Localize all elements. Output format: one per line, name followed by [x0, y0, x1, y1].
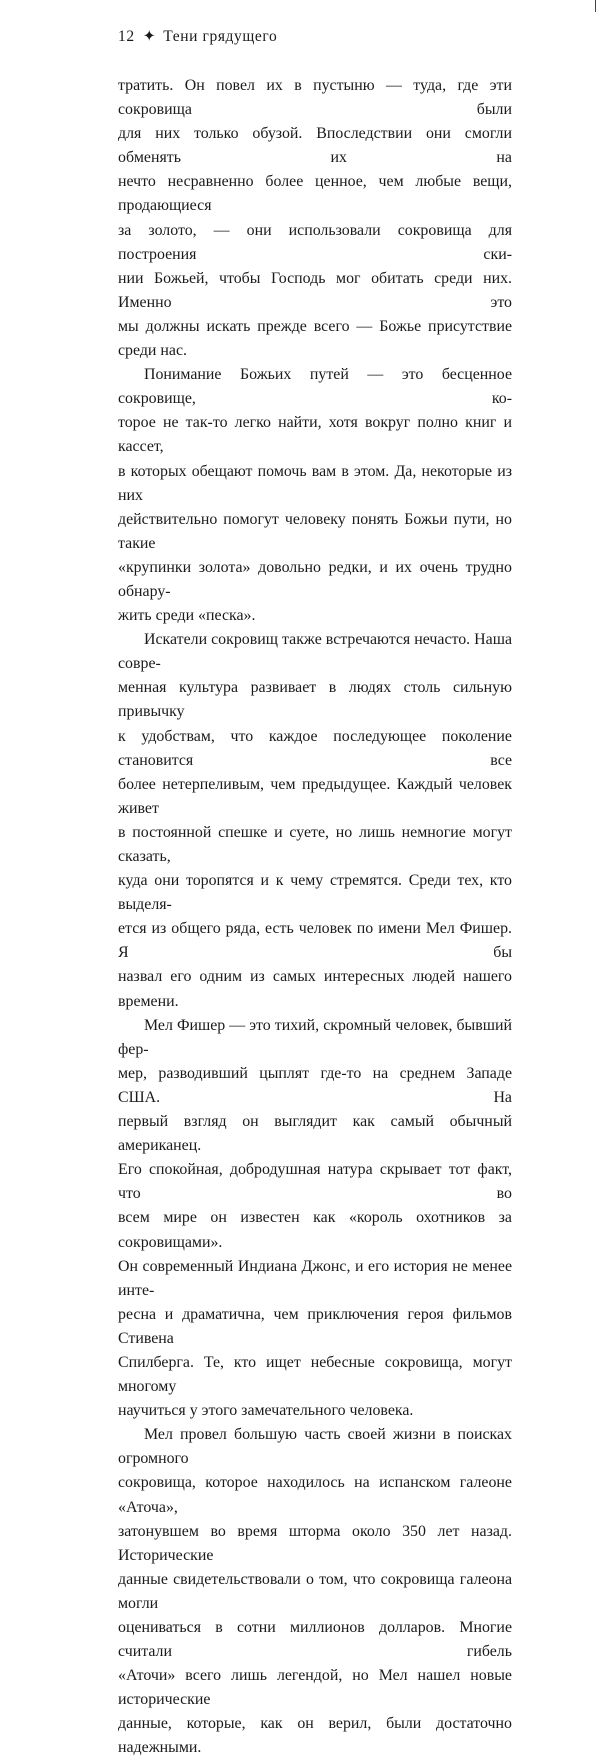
text-line: данные, которые, как он верил, были достаточно надежными.	[118, 1715, 512, 1757]
text-line: научиться у этого замечательного человека.	[118, 1402, 414, 1420]
text-line: назвал его одним из самых интересных людей нашего времени.	[118, 968, 512, 1010]
paragraph-4	[118, 1014, 512, 1424]
text-line: действительно помогут человеку понять Божьи пути, но такие	[118, 510, 512, 552]
separator-ornament-icon: ✦	[142, 28, 157, 45]
text-line: затонувшем во время шторма около 350 лет назад. Исторические	[118, 1522, 512, 1564]
paragraph-1	[118, 74, 512, 363]
text-line: Мел провел большую часть своей жизни в поисках огромного	[118, 1426, 512, 1468]
text-line: более нетерпеливым, чем предыдущее. Каждый человек живет	[118, 775, 512, 817]
page-edge-mark	[595, 0, 596, 12]
page-number: 12	[118, 28, 135, 45]
text-line: «крупинки золота» довольно редки, и их очень трудно обнару-	[118, 558, 512, 600]
text-line: в постоянной спешке и суете, но лишь немногие могут сказать,	[118, 823, 512, 865]
body-text	[118, 74, 512, 1761]
text-line: данные свидетельствовали о том, что сокровища галеона могли	[118, 1570, 512, 1612]
text-line: всем мире он известен как «король охотников за сокровищами».	[118, 1209, 512, 1251]
text-line: в которых обещают помочь вам в этом. Да, некоторые из них	[118, 462, 512, 504]
paragraph-2	[118, 363, 512, 628]
text-line: мы должны искать прежде всего — Божье присутствие среди нас.	[118, 317, 512, 360]
text-line: нечто несравненно более ценное, чем любые вещи, продающиеся	[118, 173, 512, 215]
text-line: Искатели сокровищ также встречаются нечасто. Наша совре-	[118, 631, 512, 673]
text-line: ресна и драматична, чем приключения героя фильмов Стивена	[118, 1305, 512, 1347]
text-line: Его спокойная, добродушная натура скрывает тот факт, что во	[118, 1161, 512, 1203]
text-line: нии Божьей, чтобы Господь мог обитать среди них. Именно это	[118, 269, 512, 311]
text-line: куда они торопятся и к чему стремятся. Среди тех, кто выделя-	[118, 872, 512, 914]
running-header	[118, 27, 277, 46]
text-line: за золото, — они использовали сокровища для построения ски-	[118, 221, 512, 263]
text-line: «Аточи» всего лишь легендой, но Мел нашел новые исторические	[118, 1667, 512, 1709]
text-line: тратить. Он повел их в пустыню — туда, где эти сокровища были	[118, 77, 512, 119]
text-line: к удобствам, что каждое последующее поколение становится все	[118, 727, 512, 769]
text-line: первый взгляд он выглядит как самый обычный американец.	[118, 1113, 512, 1155]
running-title: Тени грядущего	[163, 28, 278, 45]
text-line: сокровища, которое находилось на испанском галеоне «Аточа»,	[118, 1474, 512, 1516]
paragraph-5	[118, 1423, 512, 1760]
text-line: жить среди «песка».	[118, 607, 256, 625]
text-line: торое не так-то легко найти, хотя вокруг полно книг и кассет,	[118, 414, 512, 456]
text-line: менная культура развивает в людях столь сильную привычку	[118, 679, 512, 721]
text-line: ется из общего ряда, есть человек по имени Мел Фишер. Я бы	[118, 920, 512, 962]
text-line: Он современный Индиана Джонс, и его история не менее инте-	[118, 1257, 512, 1299]
text-line: оцениваться в сотни миллионов долларов. Многие считали гибель	[118, 1619, 512, 1661]
text-line: Понимание Божьих путей — это бесценное сокровище, ко-	[118, 366, 512, 408]
text-line: Спилберга. Те, кто ищет небесные сокровища, могут многому	[118, 1353, 512, 1396]
text-line: для них только обузой. Впоследствии они смогли обменять их на	[118, 125, 512, 167]
text-line: мер, разводивший цыплят где-то на среднем Западе США. На	[118, 1064, 512, 1106]
text-line: Мел Фишер — это тихий, скромный человек, бывший фер-	[118, 1016, 512, 1058]
paragraph-3	[118, 628, 512, 1014]
